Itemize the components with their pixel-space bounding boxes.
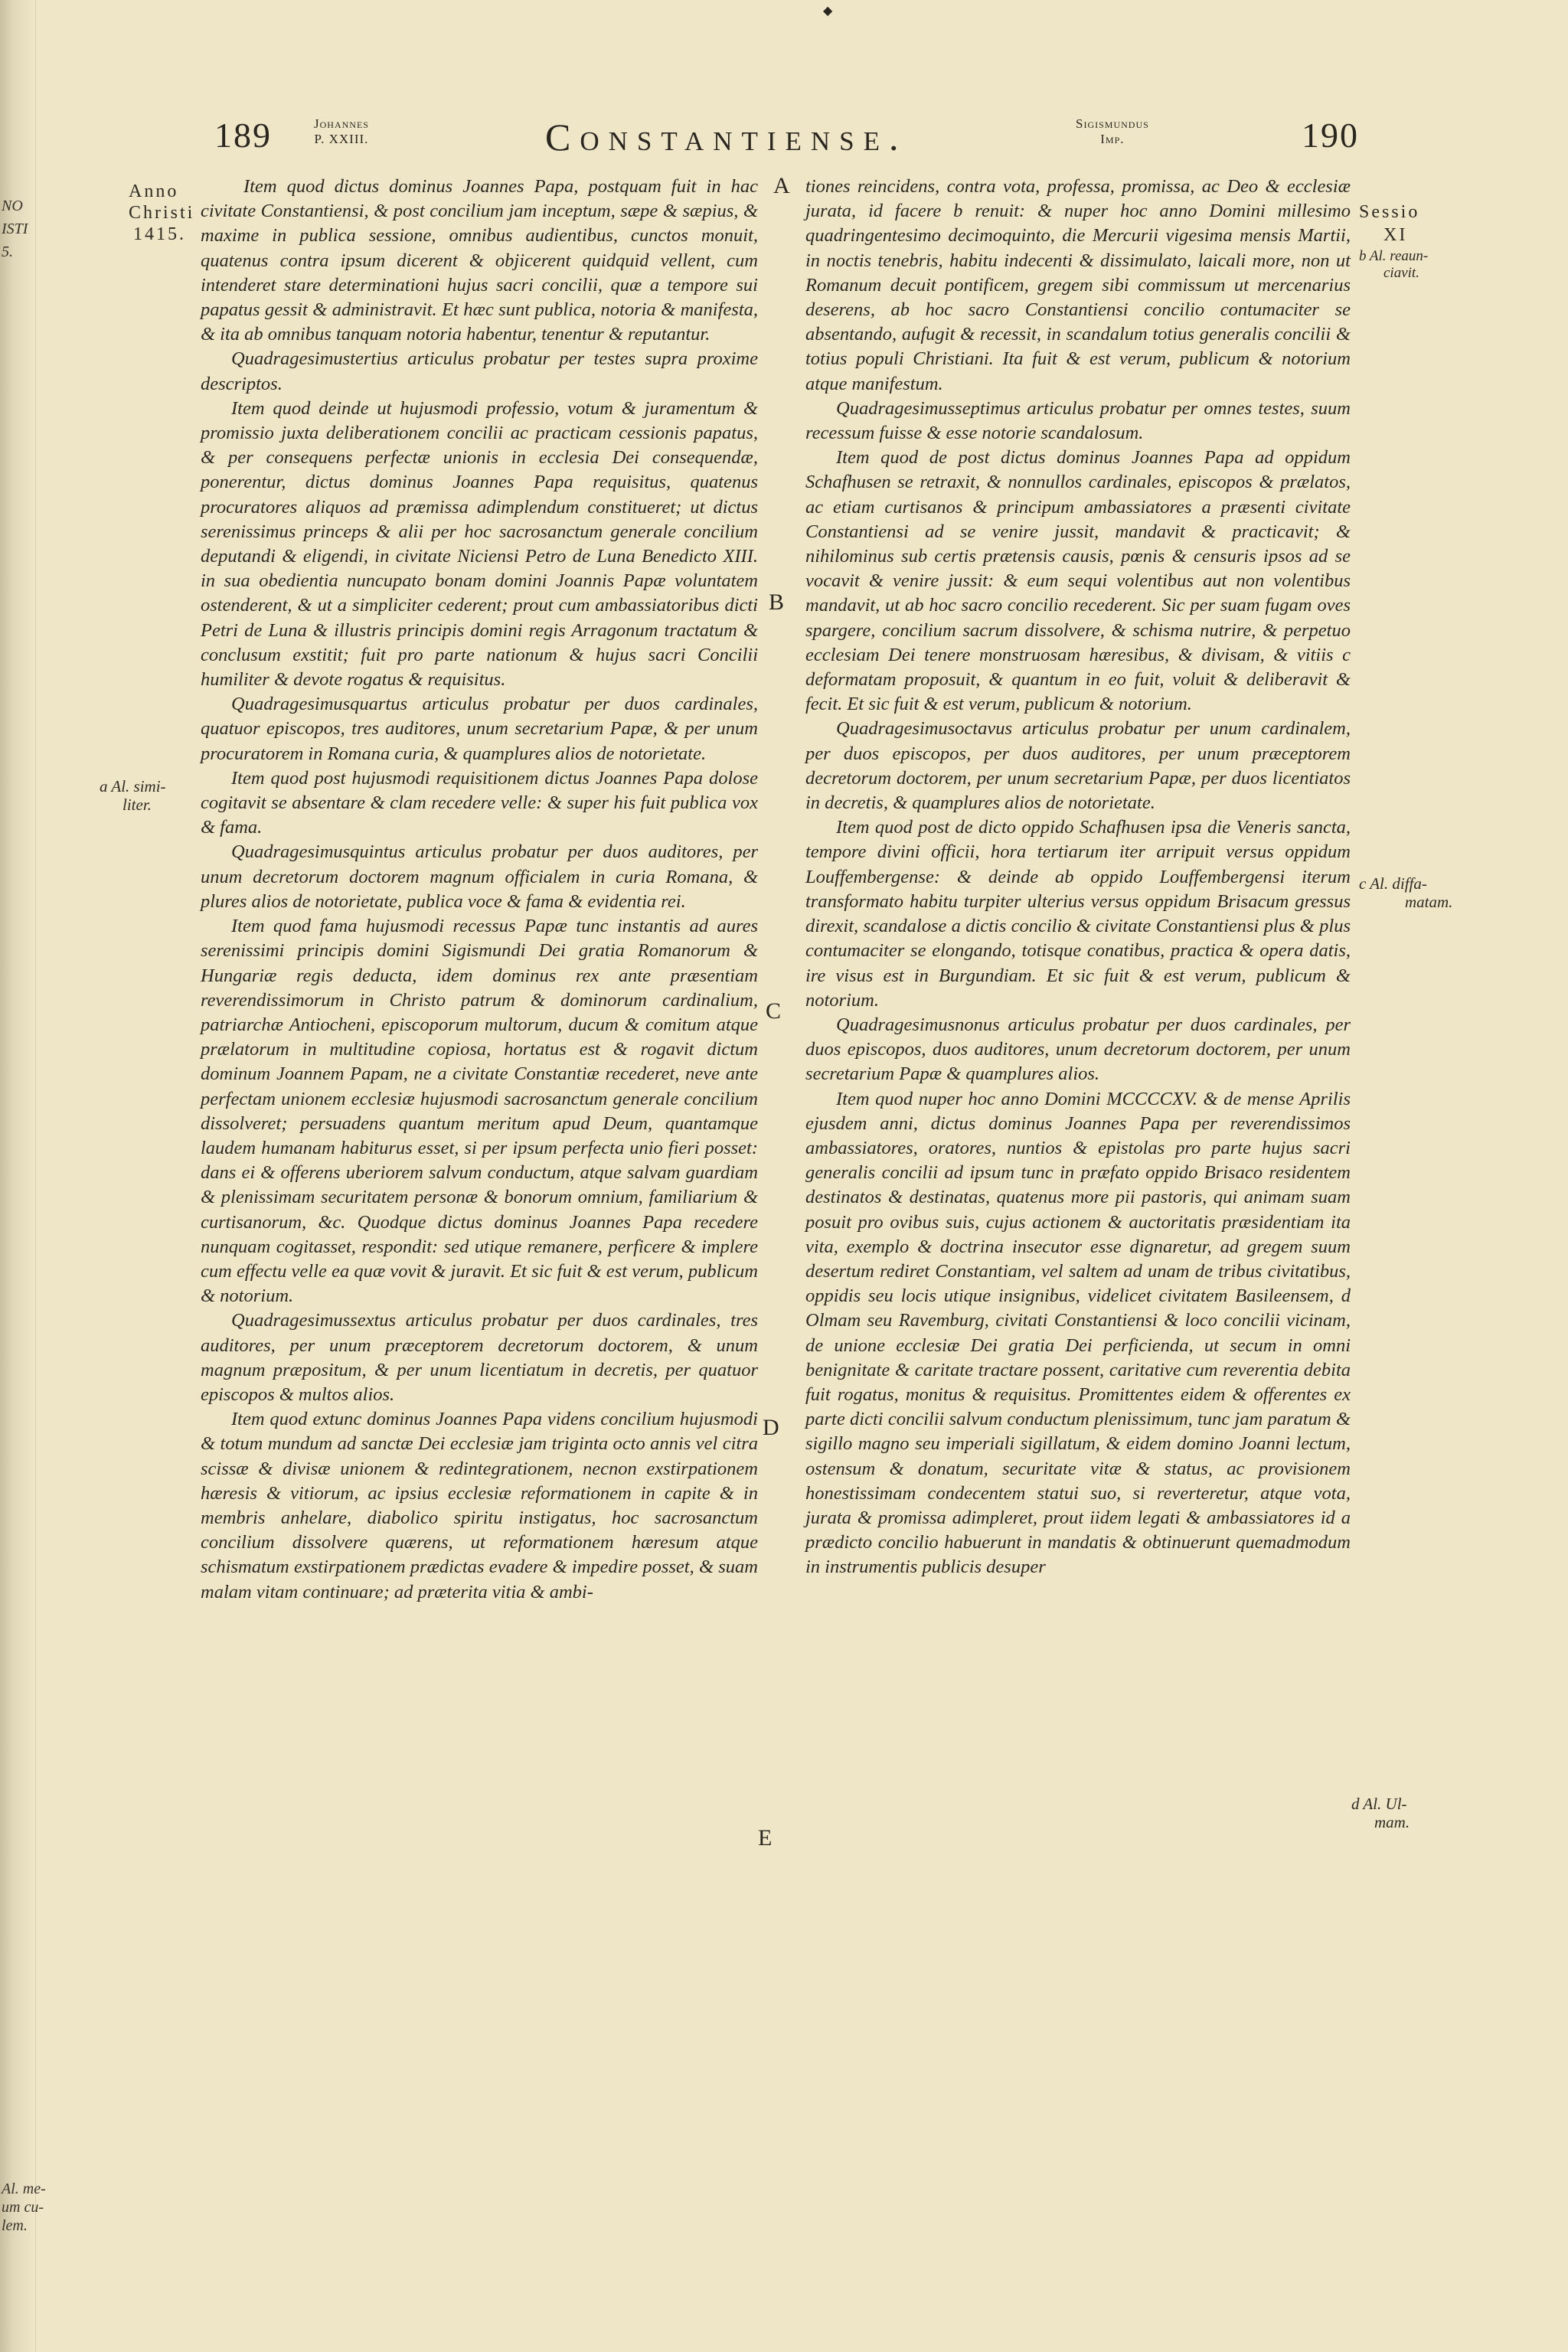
section-marker: E [758, 1825, 773, 1851]
gutter-fragment: 5. [2, 243, 13, 260]
running-head-left [314, 116, 369, 147]
marginal-note-d [1351, 1795, 1410, 1831]
ornament-dot: ◆ [823, 5, 833, 18]
section-marker: C [766, 998, 782, 1024]
gutter-fragment: NO [2, 198, 23, 214]
gutter-fragment: Al. me- [2, 2180, 46, 2197]
paragraph: Item quod nuper hoc anno Domini MCCCCXV. & de mense Aprilis ejusdem anni, dictus dominus Joannes Papa per reverendissimos ambassiatores, oratores, nuntios & epistolas pro parte hujus sacri generalis concilii ad ipsum tunc in præfato oppido Brisaco residentem destinatos & destinatas, quatenus more pii pastoris, qui animam suam posuit pro ovibus suis, cujus actionem & auctoritatis præsidentiam ita vita, exemplo & doctrina insecutor esse dignaretur, ad gregem suum desertum rediret Constantiam, vel saltem ad unam de tribus civitatibus, oppidis seu locis utique insignibus, videlicet civitatem Basileensem, d Olmam seu Ravemburg, civitati Constantiensi & loco concilii vicinam, de unione ecclesiæ Dei gratia Dei perficienda, ut secum in omni benignitate & caritate tractare possent, caritative cum reverentia debita fuit rogatus, monitus & requisitus. Promittentes eidem & offerentes ex parte dicti concilii salvum conductum plenissimum, tunc jam paratum & sigillo magno seu imperiali sigillatum, & eidem domino Joanni lectum, ostensum & donatum, securitate vitæ & status, ac provisionem honestissimam condecentem statui suo, si reverteretur, atque vota, jurata & promissa adimpleret, prout iidem legati & ambassiatores id a prædicto concilio habuerunt in mandatis & obtinuerunt quemadmodum in instrumentis publicis desuper [805, 1088, 1351, 1578]
session-marginal [1359, 201, 1419, 247]
gutter-fragment: ISTI [2, 220, 28, 237]
paragraph: Item quod fama hujusmodi recessus Papæ tunc instantis ad aures serenissimi principis domini Sigismundi Dei gratia Romanorum & Hungariæ regis deducta, idem dominus rex ante præsentiam reverendissimorum in Christo patrum & dominorum cardinalium, patriarchæ Antiocheni, episcoporum multorum, ducum & comitum atque prælatorum in multitudine copiosa, hortatus est & rogavit dictum dominum Joannem Papam, ne a civitate Constantiæ recederet, neve ante perfectam unionem ecclesiæ hujusmodi sacrosanctum generale concilium dissolveret; persuadens quantum meritum apud Deum, quantamque laudem humanam habiturus esset, si per ipsum perfecta unio fieri posset: dans ei & offerens uberiorem salvum conductum, atque salvam guardiam & plenissimam securitatem personæ & bonorum omnium, familiarium & curtisanorum, &c. Quodque dictus dominus Joannes Papa recedere nunquam cogitasset, respondit: sed utique remanere, perficere & implere cum effectu velle ea quæ vovit & juravit. Et sic fuit & est verum, publicum & notorium. [201, 916, 758, 1307]
page-number-right: 190 [1302, 116, 1359, 155]
paragraph: Quadragesimustertius articulus probatur per testes supra proxime descriptos. [201, 348, 758, 394]
marginal-note-a [100, 777, 166, 814]
paragraph: Quadragesimusoctavus articulus probatur per unum cardinalem, per duos episcopos, per duos auditores, per unum præceptorem decretorum doctorem, per unum secretarium Papæ, per duos licentiatos in decretis, & quamplures alios de notorietate. [805, 718, 1351, 814]
paragraph: Item quod extunc dominus Joannes Papa videns concilium hujusmodi & totum mundum ad sanctæ Dei ecclesiæ jam triginta octo annis vel citra scissæ & divisæ unionem & redintegrationem, necnon exstirpationem hæresis & vitiorum, ac ipsius ecclesiæ reformationem in capite & in membris anhelare, diabolico spiritu instigatus, hoc sacrosanctum concilium dissolvere quærens, ut reformationem hæresum atque schismatum exstirpationem prædictas evadere & impedire posset, & suam malam vitam continuare; ad præterita vitia & ambi- [201, 1409, 758, 1602]
left-text-column [201, 175, 758, 1605]
page-title: Constantiense. [545, 116, 908, 158]
marginal-note-line: b Al. reaun- [1359, 248, 1429, 264]
page-number-left: 189 [214, 116, 272, 155]
paragraph: Item quod deinde ut hujusmodi professio, votum & juramentum & promissio juxta deliberationem concilii ac practicam cessionis papatus, & per consequens perfectæ unionis in ecclesia Dei consequendæ, ponerentur, dictus dominus Joannes Papa requisitus, quatenus procuratores aliquos ad præmissa adimplendum constitueret; ut dictus serenissimus princeps & alii per hoc sacrosanctum generale concilium deputandi & eligendi, in civitate Niciensi Petro de Luna Benedicto XIII. in sua obedientia nuncupato bonam domini Joannis Papæ voluntatem ostenderent, & ut a simpliciter cederent; prout cum ambassiatoribus dicti Petri de Luna & illustris principis domini regis Arragonum tractatum & conclusum exstitit; fuit pro parte nationum & hujus sacri Concilii humiliter & devote rogatus & requisitus. [201, 397, 758, 691]
year-label-line: Anno [129, 181, 179, 201]
marginal-note-line: a Al. simi- [100, 777, 166, 795]
paragraph: Quadragesimusnonus articulus probatur per duos cardinales, per duos episcopos, duos auditores, unum decretorum doctorem, per unum secretarium Papæ & quamplures alios. [805, 1014, 1351, 1085]
session-label: Sessio [1359, 202, 1420, 222]
section-marker: A [773, 173, 790, 198]
gutter-fragment: lem. [2, 2217, 28, 2234]
marginal-note-b [1359, 248, 1428, 282]
marginal-note-line: matam. [1405, 893, 1453, 911]
paragraph: Item quod dictus dominus Joannes Papa, postquam fuit in hac civitate Constantiensi, & post concilium jam inceptum, sæpe & sæpius, & maxime in publica sessione, omnibus audientibus, cunctos monuit, quatenus contra ipsum dicerent & objicerent quidquid vellent, cum intenderet stare determinationi hujus sacri concilii, quæ a tempore sui papatus gessit & administravit. Et hæc sunt publica, notoria & manifesta, & ita ab omnibus tanquam notoria habentur, tenentur & reputantur. [201, 176, 758, 345]
marginal-note-line: ciavit. [1383, 265, 1419, 281]
paragraph: Item quod post de dicto oppido Schafhusen ipsa die Veneris sancta, tempore divini officii, hora tertiarum iter arripuit versus oppidum Louffembergense: & deinde ab oppido Louffembergensi iterum transformato habitu turpiter ulterius versus oppidum Brisacum gressus direxit, scandalose a dictis concilio & civitate Constantiensi plus & plus contumaciter se elongando, totisque conatibus, practica & opera datis, ire visus est in Burgundiam. Et sic fuit & est verum, publicum & notorium. [805, 817, 1351, 1011]
gutter-previous-page [0, 0, 46, 2352]
year-label-line: 1415. [133, 224, 186, 244]
year-marginal [129, 181, 194, 245]
running-head-left-line: P. XXIII. [314, 132, 369, 146]
right-text-column [805, 175, 1351, 1580]
paragraph: Quadragesimussextus articulus probatur per duos cardinales, tres auditores, per unum præceptorem decretorum doctorem, & unum magnum præpositum, & per unum licentiatum in decretis, per quatuor episcopos & multos alios. [201, 1310, 758, 1405]
running-head-left-line: Johannes [314, 116, 369, 131]
marginal-note-c [1359, 874, 1452, 911]
section-marker: D [763, 1415, 779, 1440]
paragraph: Quadragesimusquintus articulus probatur per duos auditores, per unum decretorum doctorem magnum officialem in curia Romana, & plures alios de notorietate, publica voce & fama & evidentia rei. [201, 841, 758, 912]
paragraph: Item quod post hujusmodi requisitionem dictus Joannes Papa dolose cogitavit se absentare & clam recedere velle: & super his fuit publica vox & fama. [201, 767, 758, 838]
running-head-right-line: Sigismundus [1076, 116, 1149, 131]
page-header [0, 115, 1568, 168]
marginal-note-line: mam. [1374, 1813, 1410, 1831]
paragraph: Quadragesimusseptimus articulus probatur per omnes testes, suum recessum fuisse & esse notorie scandalosum. [805, 397, 1351, 444]
paragraph: Item quod de post dictus dominus Joannes Papa ad oppidum Schafhusen se retraxit, & nonnullos cardinales, episcopos & prælatos, ac etiam curtisanos & principum ambassiatores a præsenti civitate Constantiensi ad se venire jussit, mandavit & practicavit; & nihilominus sub certis prætensis causis, pœnis & censuris ipsos ad se vocavit & venire jussit: & eum sequi volentibus aut non volentibus mandavit, ut ab hoc sacro concilio recederent. Sic per suam fugam oves spargere, concilium sacrum dissolvere, & schisma nutrire, & perpetuo ecclesiam Dei tenere monstruosam hæresibus, & divisam, & vitiis c deformatam proposuit, & quantum in eo fuit, voluit & deliberavit & fecit. Et sic fuit & est verum, publicum & notorium. [805, 447, 1351, 715]
gutter-fragment: um cu- [2, 2199, 44, 2216]
running-head-right-line: Imp. [1100, 132, 1125, 146]
running-head-right [1076, 116, 1149, 147]
marginal-note-line: liter. [122, 795, 152, 814]
section-marker: B [769, 590, 785, 615]
year-label-line: Christi [129, 203, 195, 223]
marginal-note-line: c Al. diffa- [1359, 874, 1427, 893]
paragraph: Quadragesimusquartus articulus probatur per duos cardinales, quatuor episcopos, tres auditores, unum secretarium Papæ, & per unum procuratorem in Romana curia, & quamplures alios de notorietate. [201, 694, 758, 764]
session-number: XI [1383, 225, 1408, 245]
marginal-note-line: d Al. Ul- [1351, 1795, 1407, 1813]
paragraph: tiones reincidens, contra vota, professa, promissa, ac Deo & ecclesiæ jurata, id facere b renuit: & nuper hoc anno Domini millesimo quadringentesimo decimoquinto, die Mercurii vigesima mensis Martii, in noctis tenebris, habitu indecenti & dissimulato, laicali more, non ut Romanum decuit pontificem, gregem sibi commissum ut mercenarius deserens, ab hoc sacro Constantiensi concilio contumaciter se absentando, aufugit & recessit, in scandalum totius generalis concilii & totius populi Christiani. Ita fuit & est verum, publicum & notorium atque manifestum. [805, 176, 1351, 394]
